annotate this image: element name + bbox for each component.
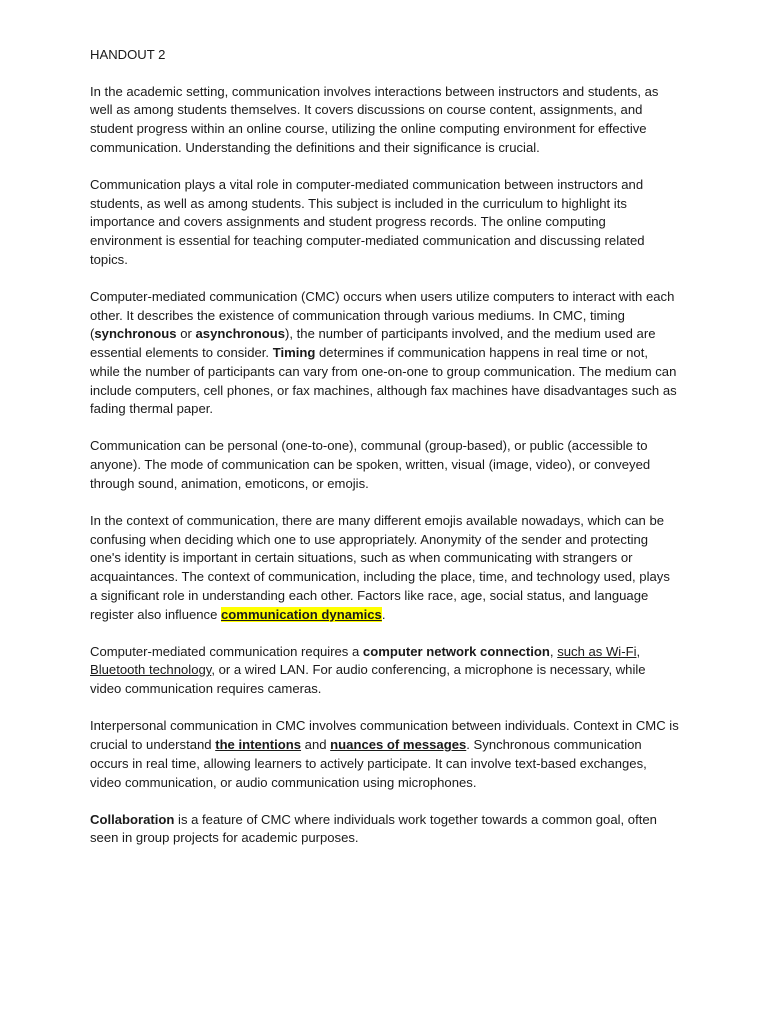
term-collaboration: Collaboration (90, 811, 175, 827)
text-run: or (176, 326, 196, 342)
paragraph-interpersonal-cmc (90, 717, 680, 792)
text-run: In the context of communication, there are many different emojis available nowadays, which can be confusing when deciding which one to use appropriately. Anonymity of the sender and protecting one's identity is important in certain situations, such as when communicating with strangers or acquaintances. The context of communication, including the place, time, and technology used, plays a significant role in understanding each other. Factors like race, age, social status, and language register also influence (90, 513, 670, 622)
term-synchronous: synchronous (94, 326, 177, 342)
document-page (90, 46, 680, 867)
text-run: . Synchronous communication occurs in real time, allowing learners to actively participate. It can involve text-based exchanges, video communication, or audio communication using microphones. (90, 737, 647, 790)
text-run: ), the number of participants involved, and the medium used are essential elements to consider. (90, 326, 656, 361)
paragraph-cmc-definition (90, 288, 680, 419)
text-run: . (381, 606, 386, 622)
term-network-connection: computer network connection (362, 643, 550, 659)
paragraph-collaboration (90, 811, 680, 848)
paragraph-academic-setting: In the academic setting, communication involves interactions between instructors and students, as well as among students themselves. It covers discussions on course content, assignments, and student progress within an online course, utilizing the online computing environment for effective communication. Understanding the definitions and their significance is crucial. (90, 83, 659, 155)
text-run: determines if communication happens in real time or not, while the number of participants can vary from one-on-one to group communication. The medium can include computers, cell phones, or fax machines, although fax machines have disadvantages such as fading thermal paper. (90, 345, 677, 417)
paragraph-communication-context (90, 512, 680, 624)
text-run: is a feature of CMC where individuals work together towards a common goal, often seen in group projects for academic purposes. (90, 811, 657, 846)
text-run: Interpersonal communication in CMC involves communication between individuals. Context in CMC is crucial to understand (90, 718, 679, 753)
text-run: , (549, 643, 558, 659)
highlighted-term-communication-dynamics: communication dynamics (221, 606, 382, 622)
text-run: Computer-mediated communication requires a (90, 643, 363, 659)
underlined-wifi: such as Wi-Fi (557, 643, 637, 659)
text-run: , or a wired LAN. For audio conferencing, a microphone is necessary, while video communication requires cameras. (90, 662, 646, 697)
term-asynchronous: asynchronous (195, 326, 286, 342)
paragraph-communication-role: Communication plays a vital role in computer-mediated communication between instructors and students, as well as among students. This subject is included in the curriculum to highlight its importance and covers assignments and student progress records. The online computing environment is essential for teaching computer-mediated communication and discussing related topics. (90, 177, 645, 267)
text-run: , (636, 643, 641, 659)
underlined-bluetooth: Bluetooth technology (90, 662, 212, 678)
text-run: and (301, 737, 331, 753)
document-heading: HANDOUT 2 (90, 47, 166, 62)
term-nuances: nuances of messages (330, 737, 467, 753)
text-run: Computer-mediated communication (CMC) occurs when users utilize computers to interact with each other. It describes the existence of communication through various mediums. In CMC, timing ( (90, 289, 675, 342)
term-timing: Timing (272, 345, 316, 361)
term-intentions: the intentions (215, 737, 302, 753)
paragraph-network-requirements (90, 643, 680, 699)
paragraph-communication-types: Communication can be personal (one-to-one), communal (group-based), or public (accessible to anyone). The mode of communication can be spoken, written, visual (image, video), or conveyed through sound, animation, emoticons, or emojis. (90, 438, 651, 491)
